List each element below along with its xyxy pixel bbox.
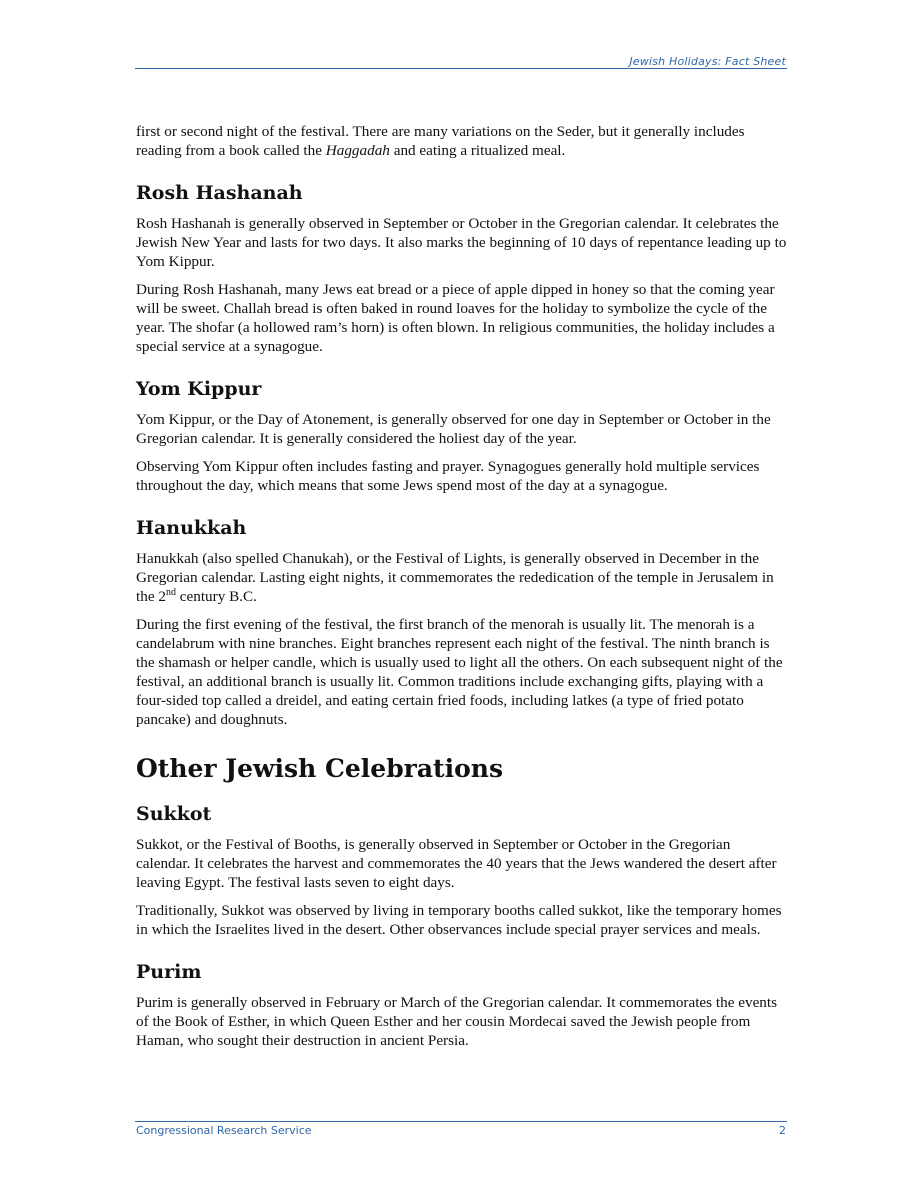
purim-heading: Purim [136,961,202,983]
footer-divider [135,1121,787,1122]
running-header-title: Jewish Holidays: Fact Sheet [629,55,786,68]
hanukkah-paragraph-1: Hanukkah (also spelled Chanukah), or the Festival of Lights, is generally observed in December in the Gregorian calendar. Lasting eight nights, it commemorates the rededication of the temple in Jerusalem in the 2nd century B.C. [136,550,774,605]
yom-kippur-paragraph-1: Yom Kippur, or the Day of Atonement, is generally observed for one day in September or October in the Gregorian calendar. It is generally considered the holiest day of the year. [136,411,771,447]
yom-kippur-paragraph-2: Observing Yom Kippur often includes fasting and prayer. Synagogues generally hold multiple services throughout the day, which means that some Jews spend most of the day at a synagogue. [136,458,760,494]
header-divider [135,68,787,69]
sukkot-paragraph-2: Traditionally, Sukkot was observed by living in temporary booths called sukkot, like the temporary homes in which the Israelites lived in the desert. Other observances include special prayer services and meals. [136,902,782,938]
document-body [136,122,788,1059]
hanukkah-heading: Hanukkah [136,517,247,539]
hanukkah-paragraph-2: During the first evening of the festival, the first branch of the menorah is usually lit. The menorah is a candelabrum with nine branches. Eight branches represent each night of the festival. The ninth branch is the shamash or helper candle, which is usually used to light all the others. On each subsequent night of the festival, an additional branch is usually lit. Common traditions include exchanging gifts, playing with a four-sided top called a dreidel, and eating certain fried foods, including latkes (a type of fried potato pancake) and doughnuts. [136,616,783,728]
ordinal-suffix: nd [165,586,176,598]
yom-kippur-heading: Yom Kippur [136,378,262,400]
rosh-hashanah-paragraph-1: Rosh Hashanah is generally observed in September or October in the Gregorian calendar. It celebrates the Jewish New Year and lasts for two days. It also marks the beginning of 10 days of repentance leading up to Yom Kippur. [136,215,787,270]
sukkot-paragraph-1: Sukkot, or the Festival of Booths, is generally observed in September or October in the Gregorian calendar. It celebrates the harvest and commemorates the 40 years that the Jews wandered the desert after leaving Egypt. The festival lasts seven to eight days. [136,836,777,891]
other-celebrations-heading: Other Jewish Celebrations [136,754,504,783]
sukkot-heading: Sukkot [136,803,212,825]
rosh-hashanah-paragraph-2: During Rosh Hashanah, many Jews eat bread or a piece of apple dipped in honey so that the coming year will be sweet. Challah bread is often baked in round loaves for the holiday to symbolize the cycle of the year. The shofar (a hollowed ram’s horn) is often blown. In religious communities, the holiday includes a special service at a synagogue. [136,281,775,355]
footer-organization: Congressional Research Service [136,1124,312,1137]
rosh-hashanah-heading: Rosh Hashanah [136,182,303,204]
haggadah-term: Haggadah [325,142,390,159]
intro-paragraph: first or second night of the festival. There are many variations on the Seder, but it generally includes reading from a book called the Haggadah and eating a ritualized meal. [136,123,745,159]
purim-paragraph-1: Purim is generally observed in February or March of the Gregorian calendar. It commemorates the events of the Book of Esther, in which Queen Esther and her cousin Mordecai saved the Jewish people from Haman, who sought their destruction in ancient Persia. [136,994,778,1049]
page-number: 2 [779,1124,786,1137]
